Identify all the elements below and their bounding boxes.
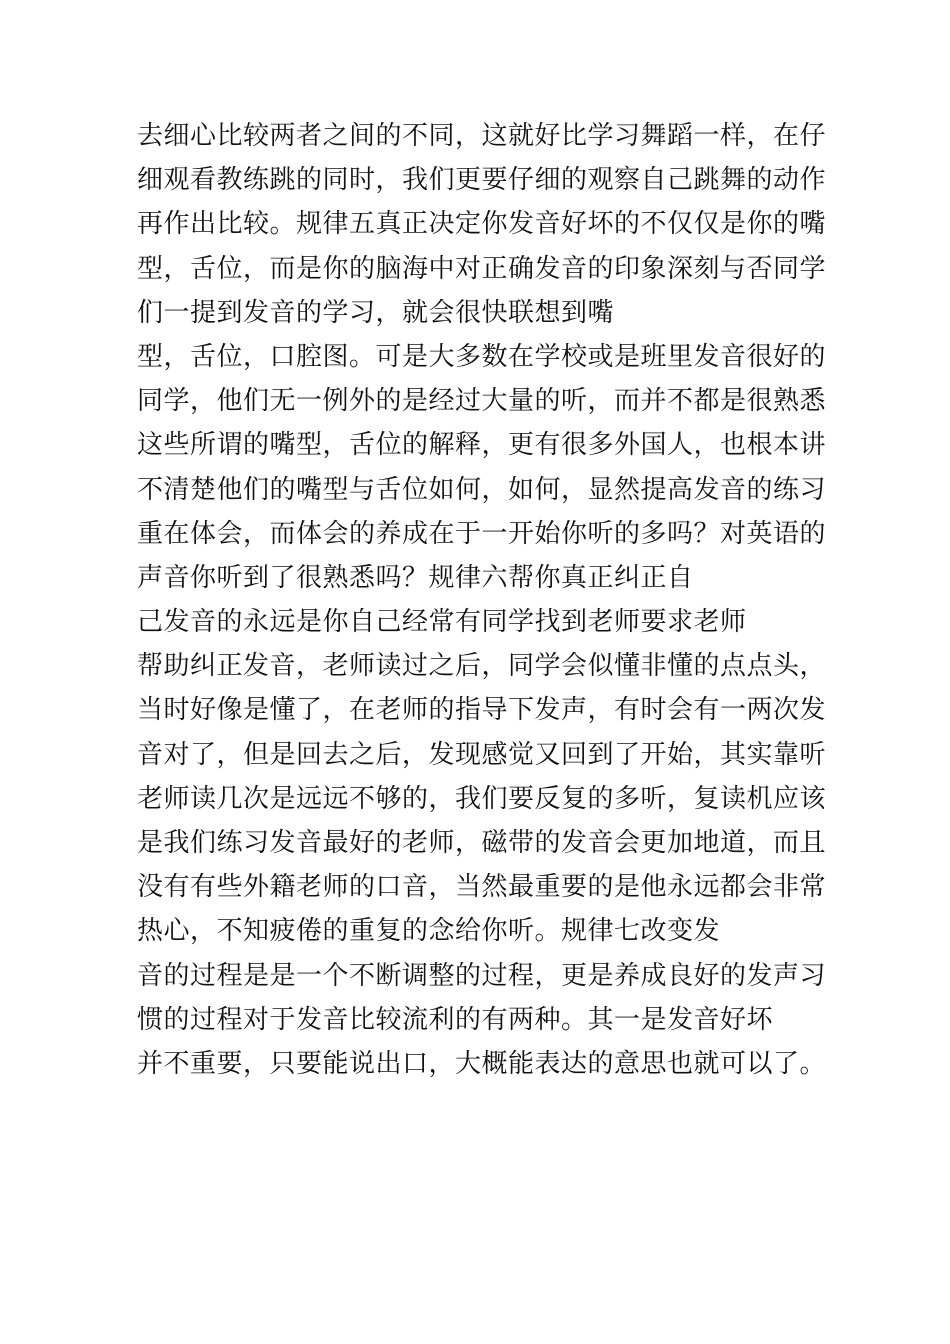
text-line: 这些所谓的嘴型，舌位的解释，更有很多外国人，也根本讲 [137,430,827,461]
text-line: 去细心比较两者之间的不同，这就好比学习舞蹈一样，在仔 [137,121,827,151]
text-line: 再作出比较。规律五真正决定你发音好坏的不仅仅是你的嘴 [137,209,827,240]
text-line: 型，舌位，口腔图。可是大多数在学校或是班里发音很好的 [137,341,827,372]
body-text [137,114,827,1086]
text-line: 当时好像是懂了，在老师的指导下发声，有时会有一两次发 [137,695,827,726]
text-line: 己发音的永远是你自己经常有同学找到老师要求老师 [137,607,747,638]
text-line: 没有有些外籍老师的口音，当然最重要的是他永远都会非常 [137,872,827,903]
text-line: 同学，他们无一例外的是经过大量的听，而并不都是很熟悉 [137,386,827,417]
text-line: 惯的过程对于发音比较流利的有两种。其一是发音好坏 [137,1004,774,1035]
text-line: 不清楚他们的嘴型与舌位如何，如何，显然提高发音的练习 [137,474,827,505]
text-line: 帮助纠正发音，老师读过之后，同学会似懂非懂的点点头， [137,651,827,682]
text-line: 并不重要，只要能说出口，大概能表达的意思也就可以了。 [137,1048,827,1079]
text-line: 细观看教练跳的同时，我们更要仔细的观察自己跳舞的动作 [137,165,827,196]
text-line: 老师读几次是远远不够的，我们要反复的多听，复读机应该 [137,783,827,814]
text-line: 们一提到发音的学习，就会很快联想到嘴 [137,297,615,328]
text-line: 音的过程是是一个不断调整的过程，更是养成良好的发声习 [137,960,827,991]
text-line: 重在体会，而体会的养成在于一开始你听的多吗？对英语的 [137,518,827,549]
text-line: 音对了，但是回去之后，发现感觉又回到了开始，其实靠听 [137,739,827,770]
text-line: 热心，不知疲倦的重复的念给你听。规律七改变发 [137,916,721,947]
text-line: 声音你听到了很熟悉吗？规律六帮你真正纠正自 [137,562,694,593]
text-line: 型，舌位，而是你的脑海中对正确发音的印象深刻与否同学 [137,253,827,284]
text-line: 是我们练习发音最好的老师，磁带的发音会更加地道，而且 [137,828,827,858]
